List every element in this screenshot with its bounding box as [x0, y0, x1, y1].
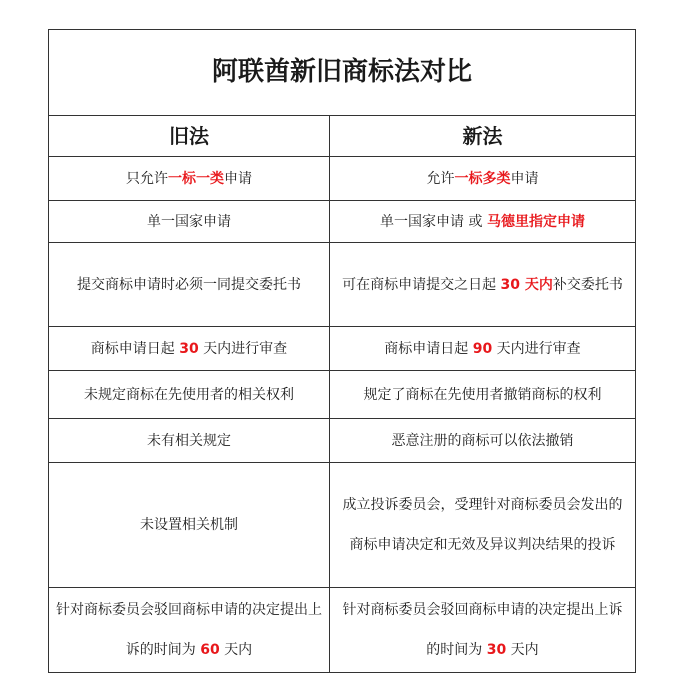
new-law-cell	[330, 588, 636, 673]
table-row	[49, 371, 636, 419]
highlight-text: 90	[472, 340, 493, 357]
cell-text: 补交委托书	[552, 276, 623, 293]
comparison-table	[48, 29, 636, 673]
new-law-cell	[330, 201, 636, 243]
cell-text: 申请	[224, 170, 252, 187]
cell-text: 天内	[506, 642, 539, 658]
highlight-text: 一标多类	[454, 170, 511, 187]
table-title: 阿联酋新旧商标法对比	[49, 30, 636, 116]
cell-text: 天内进行审查	[492, 340, 581, 357]
table-row	[49, 588, 636, 673]
new-law-cell	[330, 463, 636, 588]
cell-text: 可在商标申请提交之日起	[342, 276, 501, 293]
table-row	[49, 157, 636, 201]
cell-text: 针对商标委员会驳回商标申请的决定提出上诉的时间为	[342, 602, 623, 658]
highlight-text: 60	[200, 642, 220, 658]
highlight-text: 30	[486, 642, 507, 658]
cell-text: 申请	[510, 170, 539, 187]
highlight-text: 马德里指定申请	[486, 213, 585, 230]
cell-text: 天内	[219, 642, 253, 658]
old-law-cell	[49, 588, 330, 673]
table-row	[49, 419, 636, 463]
highlight-text: 30 天内	[500, 276, 553, 293]
cell-text: 恶意注册的商标可以依法撤销	[391, 432, 574, 449]
old-law-cell	[49, 327, 330, 371]
table-row	[49, 201, 636, 243]
new-law-cell	[330, 371, 636, 419]
new-law-cell	[330, 243, 636, 327]
cell-text: 单一国家申请	[147, 213, 231, 230]
cell-text: 针对商标委员会驳回商标申请的决定提出上诉的时间为	[56, 602, 322, 658]
old-law-cell	[49, 157, 330, 201]
cell-text: 成立投诉委员会，受理针对商标委员会发出的商标申请决定和无效及异议判决结果的投诉	[342, 497, 623, 553]
table-row	[49, 243, 636, 327]
cell-text: 天内进行审查	[198, 340, 288, 357]
header-new-law: 新法	[330, 116, 636, 157]
cell-text: 未有相关规定	[147, 432, 231, 449]
header-old-law: 旧法	[49, 116, 330, 157]
cell-text: 只允许	[126, 170, 168, 187]
table-row	[49, 327, 636, 371]
cell-text: 提交商标申请时必须一同提交委托书	[77, 276, 301, 293]
highlight-text: 一标一类	[168, 170, 224, 187]
old-law-cell	[49, 371, 330, 419]
old-law-cell	[49, 419, 330, 463]
cell-text: 未规定商标在先使用者的相关权利	[84, 386, 294, 403]
new-law-cell	[330, 327, 636, 371]
cell-text: 单一国家申请 或	[380, 213, 487, 230]
old-law-cell	[49, 201, 330, 243]
old-law-cell	[49, 463, 330, 588]
cell-text: 商标申请日起	[90, 340, 180, 357]
cell-text: 未设置相关机制	[140, 517, 238, 533]
cell-text: 允许	[426, 170, 455, 187]
old-law-cell	[49, 243, 330, 327]
cell-text: 商标申请日起	[384, 340, 473, 357]
new-law-cell	[330, 419, 636, 463]
highlight-text: 30	[179, 340, 199, 357]
cell-text: 规定了商标在先使用者撤销商标的权利	[363, 386, 602, 403]
table-row	[49, 463, 636, 588]
new-law-cell	[330, 157, 636, 201]
